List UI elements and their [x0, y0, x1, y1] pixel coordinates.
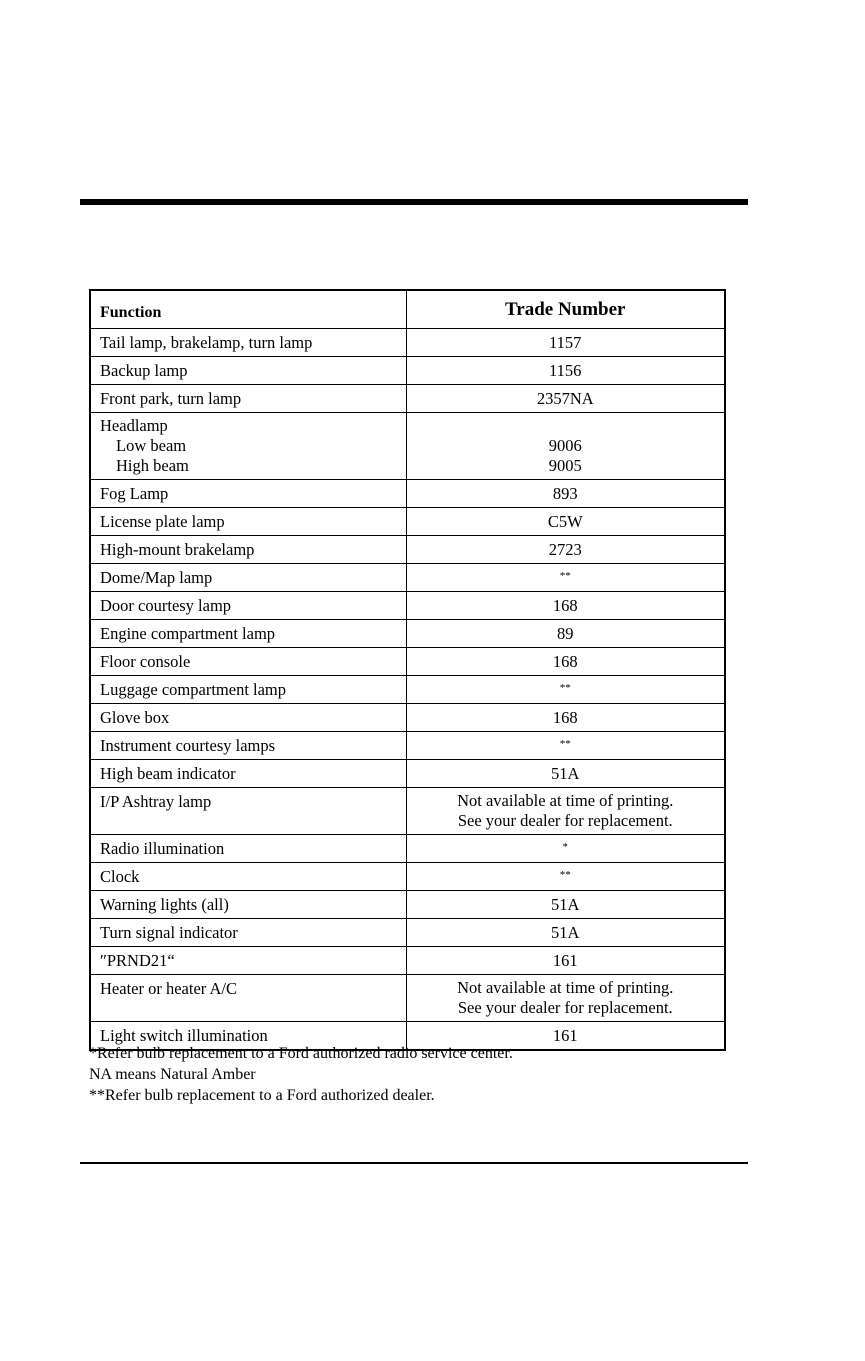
table-row: [90, 947, 725, 975]
trade-number-cell: 2723: [406, 536, 725, 564]
trade-number-value: **: [559, 569, 571, 582]
top-rule: [80, 199, 748, 205]
table-row: [90, 357, 725, 385]
table-row: [90, 385, 725, 413]
trade-number-cell: [406, 676, 725, 704]
footnote: *Refer bulb replacement to a Ford authorized radio service center.: [89, 1045, 513, 1062]
function-cell: Luggage compartment lamp: [90, 676, 406, 704]
function-cell: High beam indicator: [90, 760, 406, 788]
trade-number-cell: 1156: [406, 357, 725, 385]
function-label: Headlamp: [100, 416, 168, 435]
trade-number-value: **: [559, 737, 571, 750]
table-row: [90, 592, 725, 620]
trade-number-value: **: [559, 868, 571, 881]
function-cell: High-mount brakelamp: [90, 536, 406, 564]
trade-number-cell: [406, 863, 725, 891]
bulb-table: [89, 289, 726, 1051]
table-header-row: [90, 290, 725, 329]
function-cell: Backup lamp: [90, 357, 406, 385]
function-cell: Radio illumination: [90, 835, 406, 863]
function-sublabel: High beam: [116, 456, 189, 475]
function-cell: Dome/Map lamp: [90, 564, 406, 592]
trade-number-cell: 893: [406, 480, 725, 508]
function-cell: ″PRND21“: [90, 947, 406, 975]
function-cell: Instrument courtesy lamps: [90, 732, 406, 760]
trade-number-cell: 89: [406, 620, 725, 648]
function-cell: Floor console: [90, 648, 406, 676]
table-row: [90, 329, 725, 357]
table-row: [90, 536, 725, 564]
bottom-rule: [80, 1162, 748, 1164]
function-cell: Tail lamp, brakelamp, turn lamp: [90, 329, 406, 357]
table-row: [90, 975, 725, 1022]
table-row: [90, 676, 725, 704]
table-row: [90, 648, 725, 676]
trade-number-value: Not available at time of printing.: [457, 978, 674, 997]
function-cell: Heater or heater A/C: [90, 975, 406, 1022]
table-row: [90, 891, 725, 919]
trade-number-cell: 51A: [406, 760, 725, 788]
table-row: [90, 564, 725, 592]
trade-number-cell: [406, 835, 725, 863]
header-function: Function: [90, 290, 406, 329]
header-trade-number: Trade Number: [406, 290, 725, 329]
footnotes: [89, 1043, 513, 1106]
table-row: [90, 413, 725, 480]
footnote: **Refer bulb replacement to a Ford authorized dealer.: [89, 1087, 435, 1104]
function-cell: Fog Lamp: [90, 480, 406, 508]
function-cell: Light switch illumination: [90, 1022, 406, 1051]
function-cell: [90, 413, 406, 480]
trade-number-cell: [406, 788, 725, 835]
trade-number-cell: 1157: [406, 329, 725, 357]
table-row: [90, 788, 725, 835]
table-row: [90, 835, 725, 863]
trade-number-cell: 168: [406, 592, 725, 620]
trade-number-value: 9005: [548, 456, 582, 475]
table-row: [90, 863, 725, 891]
table-row: [90, 704, 725, 732]
trade-number-cell: 51A: [406, 919, 725, 947]
trade-number-cell: C5W: [406, 508, 725, 536]
table-row: [90, 480, 725, 508]
trade-number-cell: [406, 975, 725, 1022]
table-row: [90, 732, 725, 760]
function-cell: Door courtesy lamp: [90, 592, 406, 620]
trade-number-cell: 168: [406, 704, 725, 732]
trade-number-value: 9006: [548, 436, 582, 455]
function-cell: Clock: [90, 863, 406, 891]
trade-number-cell: 161: [406, 947, 725, 975]
trade-number-cell: 2357NA: [406, 385, 725, 413]
trade-number-value: See your dealer for replacement.: [457, 998, 673, 1017]
function-cell: Warning lights (all): [90, 891, 406, 919]
function-sublabel: Low beam: [116, 436, 187, 455]
function-cell: License plate lamp: [90, 508, 406, 536]
trade-number-cell: 51A: [406, 891, 725, 919]
trade-number-value: See your dealer for replacement.: [457, 811, 673, 830]
table-row: [90, 919, 725, 947]
trade-number-value: Not available at time of printing.: [457, 791, 674, 810]
trade-number-cell: [406, 564, 725, 592]
trade-number-cell: 161: [406, 1022, 725, 1051]
trade-number-value: **: [559, 681, 571, 694]
footnote: NA means Natural Amber: [89, 1066, 256, 1083]
table-row: [90, 620, 725, 648]
trade-number-cell: [406, 413, 725, 480]
trade-number-cell: 168: [406, 648, 725, 676]
table-row: [90, 508, 725, 536]
function-cell: Glove box: [90, 704, 406, 732]
function-cell: Turn signal indicator: [90, 919, 406, 947]
function-cell: I/P Ashtray lamp: [90, 788, 406, 835]
function-cell: Front park, turn lamp: [90, 385, 406, 413]
table-row: [90, 760, 725, 788]
trade-number-cell: [406, 732, 725, 760]
function-cell: Engine compartment lamp: [90, 620, 406, 648]
trade-number-value: *: [562, 840, 568, 853]
